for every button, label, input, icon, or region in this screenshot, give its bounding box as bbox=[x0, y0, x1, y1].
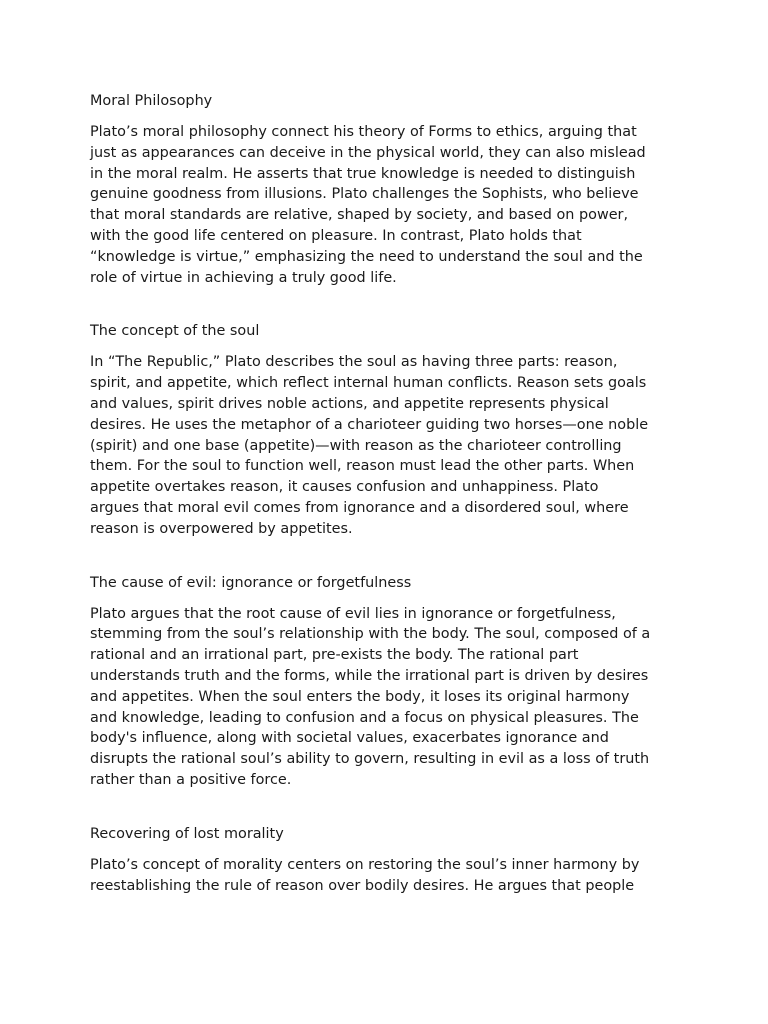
section-heading: The concept of the soul bbox=[90, 323, 260, 340]
section-cause-of-evil bbox=[90, 572, 682, 791]
section-paragraph: In “The Republic,” Plato describes the soul as having three parts: reason, spirit, and appetite, which reflect internal human conflicts. Reason sets goals and values, spirit drives noble actions, and appetite represents physical desires. He uses the metaphor of a charioteer guiding two horses—one noble (spirit) and one base (appetite)—with reason as the charioteer controlling them. For the soul to function well, reason must lead the other parts. When appetite overtakes reason, it causes confusion and unhappiness. Plato argues that moral evil comes from ignorance and a disordered soul, where reason is overpowered by appetites. bbox=[90, 354, 649, 537]
section-heading: Recovering of lost morality bbox=[90, 825, 284, 842]
section-paragraph: Plato’s moral philosophy connect his theory of Forms to ethics, arguing that just as appearances can deceive in the physical world, they can also mislead in the moral realm. He asserts that true knowledge is needed to distinguish genuine goodness from illusions. Plato challenges the Sophists, who believe that moral standards are relative, shaped by society, and based on power, with the good life centered on pleasure. In contrast, Plato holds that “knowledge is virtue,” emphasizing the need to understand the soul and the role of virtue in achieving a truly good life. bbox=[90, 124, 646, 286]
section-paragraph: Plato’s concept of morality centers on restoring the soul’s inner harmony by reestablishing the rule of reason over bodily desires. He argues that people bbox=[90, 856, 640, 894]
section-recovering-morality bbox=[90, 823, 682, 897]
section-moral-philosophy bbox=[90, 90, 682, 288]
section-concept-of-soul bbox=[90, 320, 682, 539]
section-heading: The cause of evil: ignorance or forgetfulness bbox=[90, 574, 412, 591]
section-heading: Moral Philosophy bbox=[90, 93, 213, 109]
section-paragraph: Plato argues that the root cause of evil lies in ignorance or forgetfulness, stemming from the soul’s relationship with the body. The soul, composed of a rational and an irrational part, pre-exists the body. The rational part understands truth and the forms, while the irrational part is driven by desires and appetites. When the soul enters the body, it loses its original harmony and knowledge, leading to confusion and a focus on physical pleasures. The body's influence, along with societal values, exacerbates ignorance and disrupts the rational soul’s ability to govern, resulting in evil as a loss of truth rather than a positive force. bbox=[90, 605, 651, 788]
document-content bbox=[90, 90, 682, 896]
